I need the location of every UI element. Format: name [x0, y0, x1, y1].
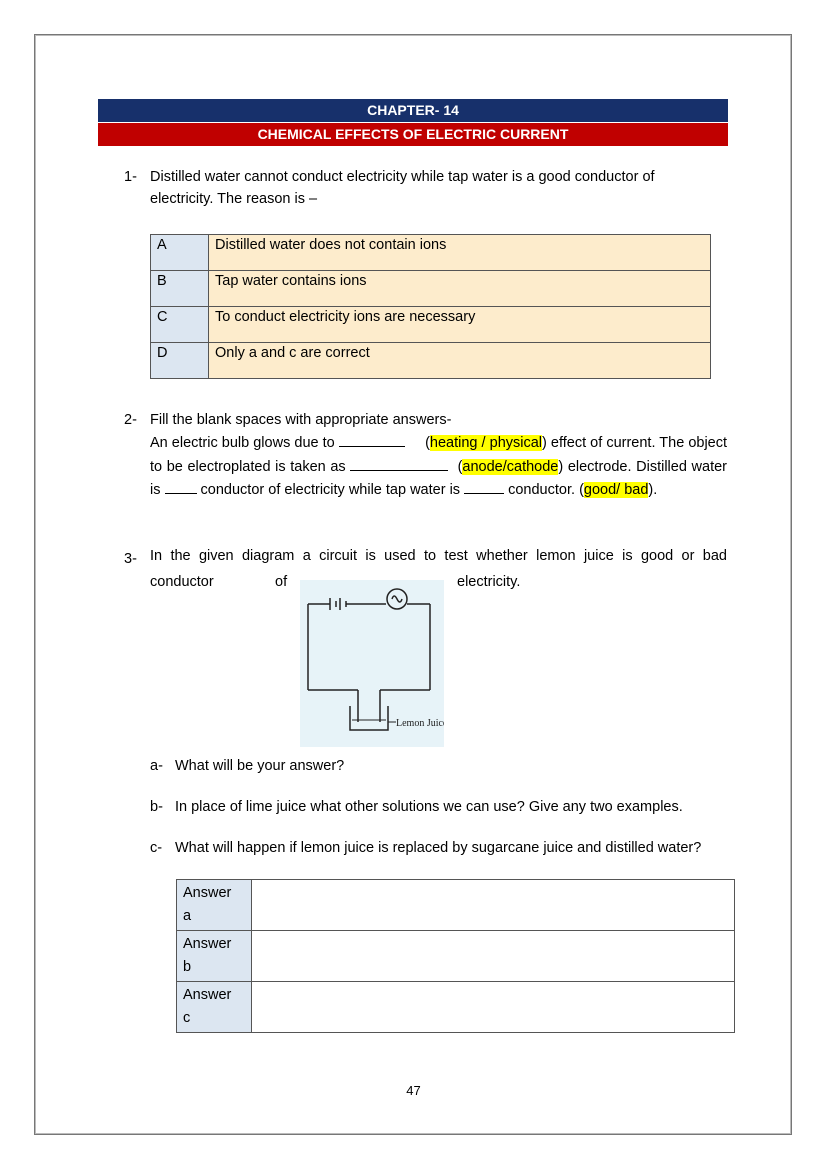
paren-open: (: [579, 482, 584, 498]
answer-table: [176, 879, 735, 1033]
answer-row: [177, 880, 735, 931]
answer-b-field[interactable]: [252, 931, 735, 982]
fill-blank[interactable]: [350, 456, 448, 471]
sub-question-c-text: What will happen if lemon juice is replaced by sugarcane juice and distilled water?: [175, 840, 702, 856]
q2-sentence-3: conductor of electricity while tap water is: [200, 482, 461, 498]
word-electricity: electricity.: [457, 574, 521, 590]
question-2-heading: Fill the blank spaces with appropriate answers-: [150, 412, 452, 428]
option-text: To conduct electricity ions are necessary: [209, 307, 711, 343]
answer-word: Answer: [183, 885, 232, 901]
q2-sentence-2-end: ) electrode. Distilled water is: [150, 458, 727, 498]
answer-letter: a: [183, 908, 192, 924]
circuit-diagram-svg: [300, 580, 444, 747]
answer-row: [177, 931, 735, 982]
fill-blank[interactable]: [464, 479, 504, 494]
answer-letter: c: [183, 1010, 191, 1026]
option-text: Only a and c are correct: [209, 343, 711, 379]
chapter-title-banner: CHEMICAL EFFECTS OF ELECTRIC CURRENT: [98, 123, 728, 146]
question-3-number: 3-: [124, 551, 137, 567]
answer-word: Answer: [183, 936, 232, 952]
word-conductor: conductor: [150, 574, 214, 590]
option-key: B: [151, 271, 209, 307]
lemon-juice-label: Lemon Juice: [396, 718, 444, 729]
q2-sentence-3-end: conductor.: [508, 482, 576, 498]
answer-c-field[interactable]: [252, 982, 735, 1033]
circuit-diagram: [300, 580, 444, 747]
option-row: [151, 271, 711, 307]
answer-label: [177, 982, 252, 1033]
option-key: A: [151, 235, 209, 271]
option-key: C: [151, 307, 209, 343]
word-of: of: [275, 574, 288, 590]
option-row: [151, 343, 711, 379]
question-1-number: 1-: [124, 169, 137, 185]
q2-sentence-1-start: An electric bulb glows due to: [150, 435, 335, 451]
answer-word: Answer: [183, 987, 232, 1003]
chapter-number-banner: CHAPTER- 14: [98, 99, 728, 122]
paren-open: (: [457, 458, 463, 475]
option-text: Tap water contains ions: [209, 271, 711, 307]
question-1-options-table: [150, 234, 711, 379]
q2-sentence-1-end: ) effect of current. The object to be electroplated is taken as: [150, 435, 728, 475]
hint-anode-cathode: anode/cathode: [462, 458, 559, 475]
option-row: [151, 235, 711, 271]
question-3-line-1: In the given diagram a circuit is used to test whether lemon juice is good or bad: [150, 548, 727, 564]
fill-blank[interactable]: [165, 479, 197, 494]
sub-question-a-label: a-: [150, 758, 163, 774]
question-2-paragraph: [150, 432, 727, 503]
sub-question-b-label: b-: [150, 799, 163, 815]
paren-close: ).: [648, 482, 658, 498]
answer-letter: b: [183, 959, 192, 975]
hint-good-bad: good/ bad: [583, 482, 649, 498]
answer-label: [177, 880, 252, 931]
sub-question-b-text: In place of lime juice what other solutions we can use? Give any two examples.: [175, 799, 683, 815]
answer-row: [177, 982, 735, 1033]
hint-heating-physical: heating / physical: [429, 435, 543, 451]
page-number: 47: [406, 1083, 421, 1098]
answer-label: [177, 931, 252, 982]
question-1-line-1: Distilled water cannot conduct electricity while tap water is a good conductor of: [150, 169, 655, 185]
option-key: D: [151, 343, 209, 379]
question-1-line-2: electricity. The reason is –: [150, 191, 318, 207]
option-text: Distilled water does not contain ions: [209, 235, 711, 271]
question-2-number: 2-: [124, 412, 137, 428]
answer-a-field[interactable]: [252, 880, 735, 931]
paren-open: (: [425, 435, 430, 451]
sub-question-c-label: c-: [150, 840, 163, 856]
option-row: [151, 307, 711, 343]
fill-blank[interactable]: [339, 432, 405, 447]
sub-question-a-text: What will be your answer?: [175, 758, 345, 774]
